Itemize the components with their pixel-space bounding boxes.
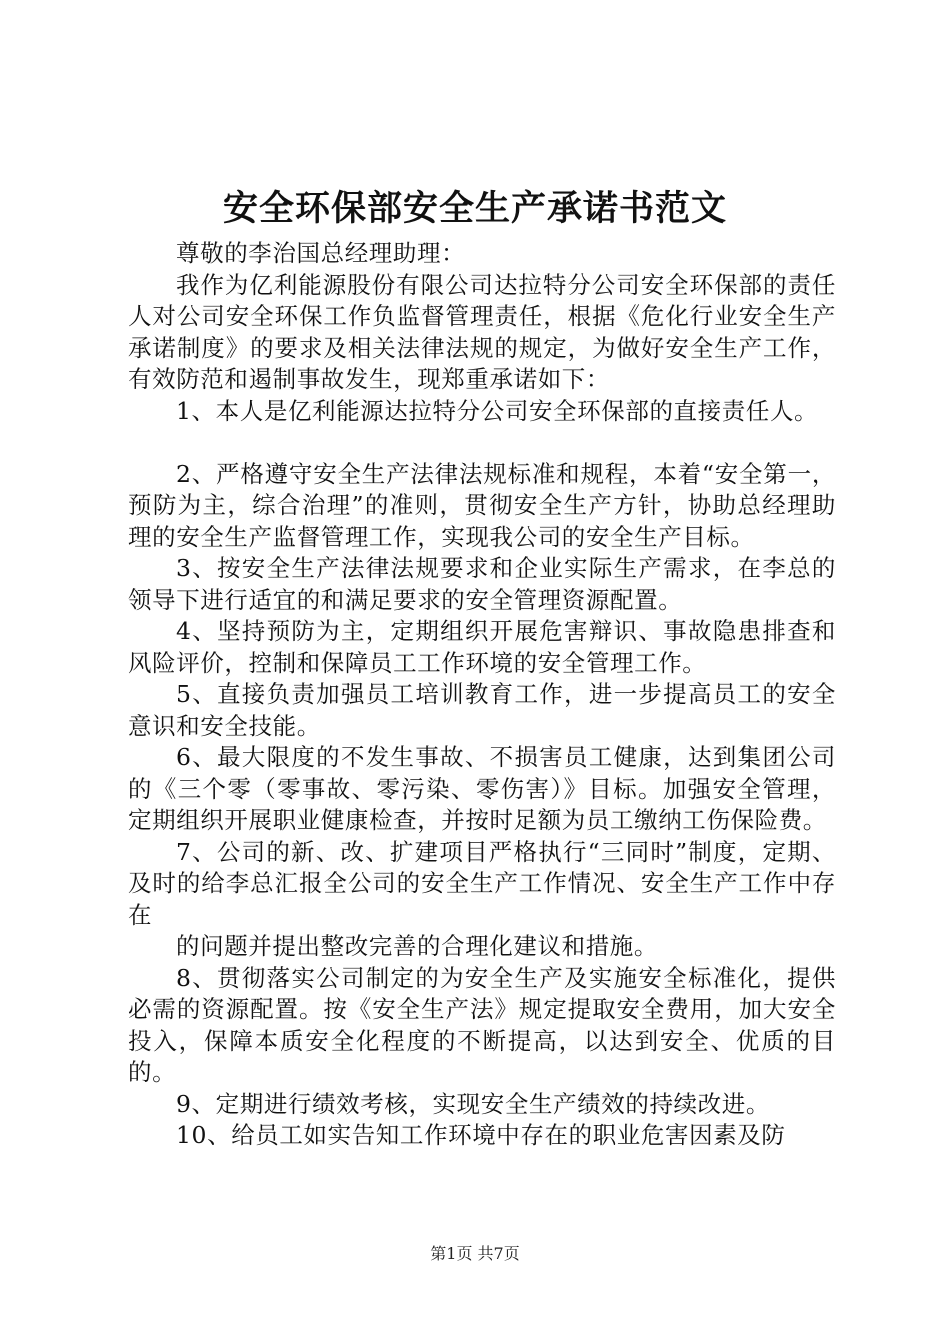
paragraph-item-9: 9、定期进行绩效考核，实现安全生产绩效的持续改进。 [176,1089,770,1118]
paragraph-item-6: 6、最大限度的不发生事故、不损害员工健康，达到集团公司的《三个零（零事故、零污染、零伤害）》目标。加强安全管理，定期组织开展职业健康检查，并按时足额为员工缴纳工伤保险费。 [128,743,836,834]
paragraph-item-8: 8、贯彻落实公司制定的为安全生产及实施安全标准化，提供必需的资源配置。按《安全生产法》规定提取安全费用，加大安全投入，保障本质安全化程度的不断提高，以达到安全、优质的目的。 [128,963,836,1086]
paragraph-item-2: 2、严格遵守安全生产法律法规标准和规程，本着“安全第一，预防为主，综合治理”的准则，贯彻安全生产方针，协助总经理助理的安全生产监督管理工作，实现我公司的安全生产目标。 [128,459,836,551]
paragraph-item-4: 4、坚持预防为主，定期组织开展危害辩识、事故隐患排查和风险评价，控制和保障员工工作环境的安全管理工作。 [128,617,836,677]
paragraph-item-1: 1、本人是亿利能源达拉特分公司安全环保部的直接责任人。 [176,396,819,425]
paragraph-intro: 我作为亿利能源股份有限公司达拉特分公司安全环保部的责任人对公司安全环保工作负监督管理责任，根据《危化行业安全生产承诺制度》的要求及相关法律法规的规定，为做好安全生产工作，有效防范和遏制事故发生，现郑重承诺如下： [128,270,836,393]
document-title: 安全环保部安全生产承诺书范文 [222,188,727,229]
paragraph-item-5: 5、直接负责加强员工培训教育工作，进一步提高员工的安全意识和安全技能。 [128,680,836,740]
salutation: 尊敬的李治国总经理助理： [176,239,466,267]
paragraph-item-7: 7、公司的新、改、扩建项目严格执行“三同时”制度，定期、及时的给李总汇报全公司的安全生产工作情况、安全生产工作中存在 [128,837,836,929]
paragraph-item-7-continued: 的问题并提出整改完善的合理化建议和措施。 [176,932,658,960]
paragraph-item-10: 10、给员工如实告知工作环境中存在的职业危害因素及防 [176,1121,786,1149]
paragraph-item-3: 3、按安全生产法律法规要求和企业实际生产需求，在李总的领导下进行适宜的和满足要求的安全管理资源配置。 [128,554,836,614]
page-number-footer: 第1页 共7页 [430,1244,520,1263]
document-body [128,238,836,1152]
